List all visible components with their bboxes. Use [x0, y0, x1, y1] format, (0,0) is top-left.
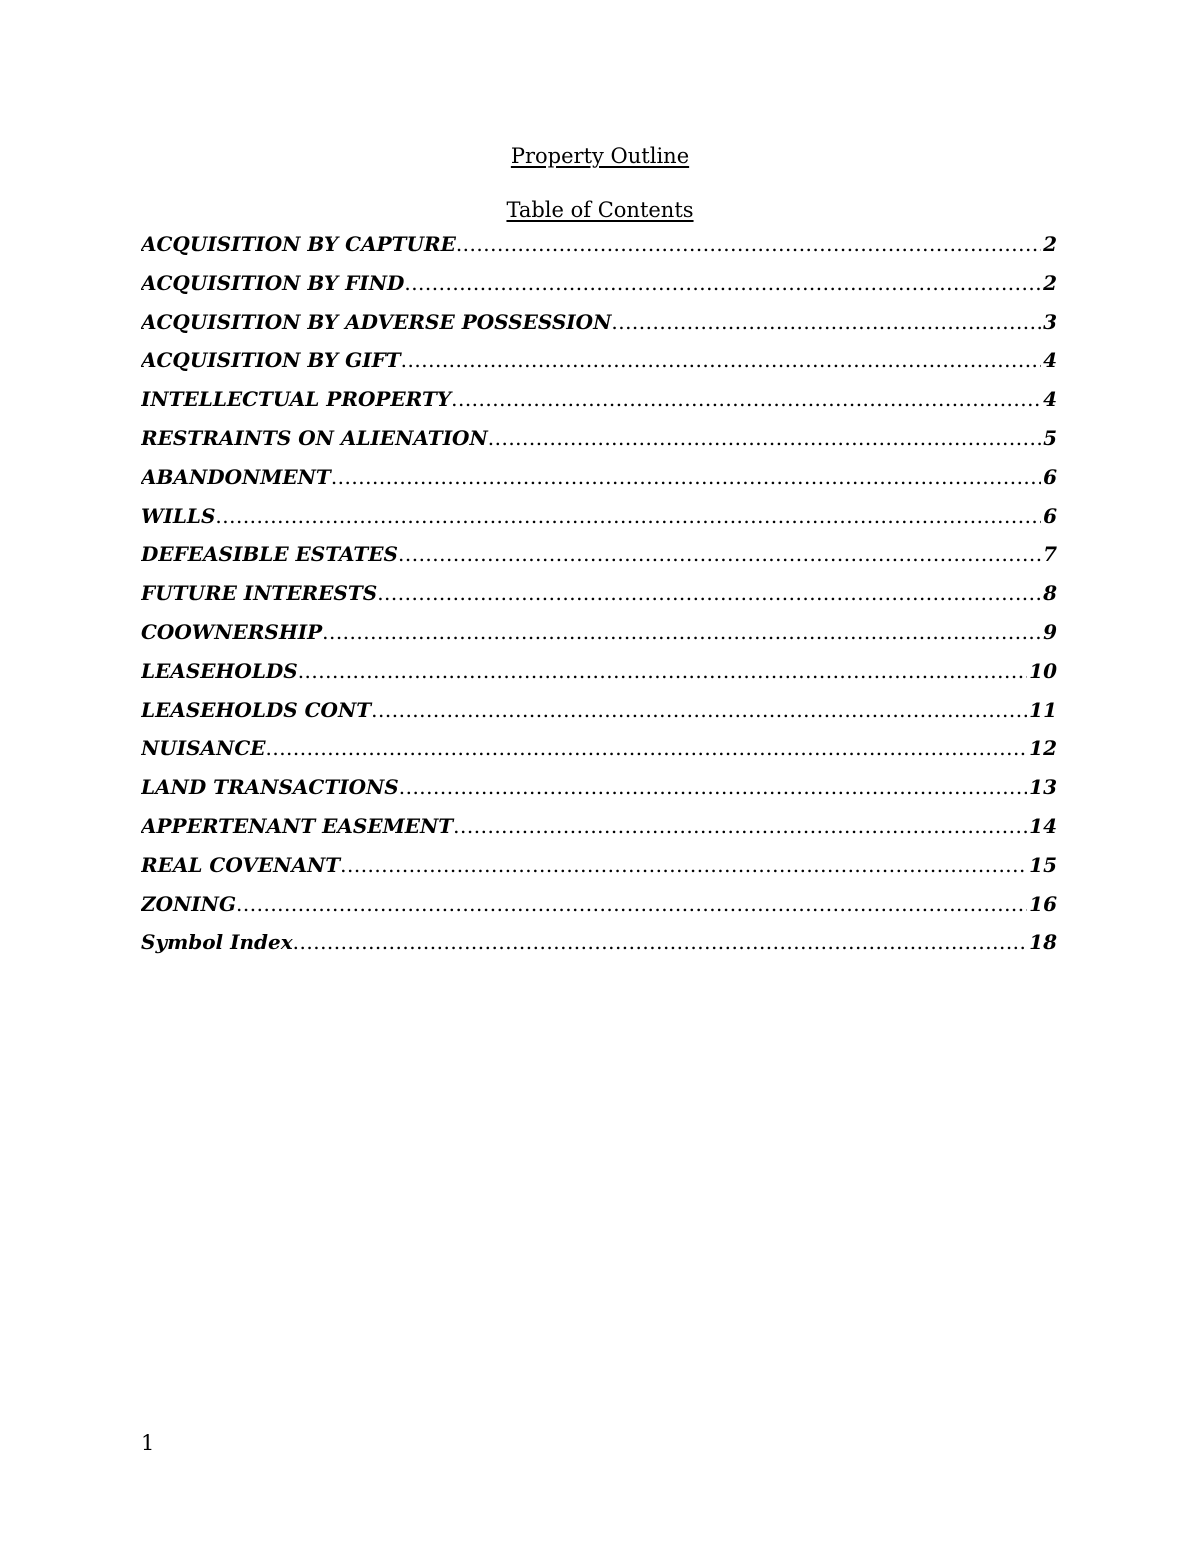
dot-leader	[401, 348, 1041, 372]
toc-entry-label: LEASEHOLDS CONT	[141, 697, 372, 722]
document-title: Property Outline	[510, 144, 690, 168]
dot-leader	[340, 853, 1027, 877]
dot-leader	[453, 814, 1027, 838]
toc-entry-label: Symbol Index	[141, 930, 293, 955]
dot-leader	[399, 775, 1027, 799]
toc-entry-label: APPERTENANT EASEMENT	[141, 813, 454, 838]
toc-entry-label: RESTRAINTS ON ALIENATION	[141, 425, 488, 450]
toc-entry-page: 14	[1029, 813, 1057, 838]
toc-entry[interactable]	[141, 892, 1057, 931]
page-number: 1	[141, 1431, 155, 1455]
dot-leader	[488, 426, 1041, 450]
dot-leader	[236, 892, 1027, 916]
toc-entry-label: FUTURE INTERESTS	[141, 581, 378, 606]
toc-entry-page: 11	[1029, 697, 1057, 722]
dot-leader	[451, 387, 1041, 411]
toc-entry-page: 5	[1043, 425, 1057, 450]
toc-entry-page: 13	[1029, 775, 1057, 800]
toc-entry[interactable]	[141, 232, 1057, 271]
toc-entry-label: LAND TRANSACTIONS	[141, 775, 399, 800]
toc-entry[interactable]	[141, 271, 1057, 310]
toc-entry[interactable]	[141, 426, 1057, 465]
toc-entry-page: 7	[1043, 542, 1057, 567]
dot-leader	[298, 659, 1027, 683]
dot-leader	[398, 542, 1041, 566]
dot-leader	[404, 271, 1041, 295]
toc-entry-label: ACQUISITION BY GIFT	[141, 348, 401, 373]
dot-leader	[611, 310, 1041, 334]
dot-leader	[322, 620, 1041, 644]
toc-entry[interactable]	[141, 348, 1057, 387]
toc-entry[interactable]	[141, 504, 1057, 543]
toc-entry-page: 9	[1043, 619, 1057, 644]
dot-leader	[331, 465, 1041, 489]
dot-leader	[215, 504, 1041, 528]
toc-entry-page: 8	[1043, 581, 1057, 606]
toc-entry-label: LEASEHOLDS	[141, 658, 298, 683]
toc-entry-label: ACQUISITION BY FIND	[141, 270, 405, 295]
toc-entry-label: COOWNERSHIP	[141, 619, 323, 644]
toc-entry[interactable]	[141, 930, 1057, 969]
dot-leader	[265, 736, 1027, 760]
toc-entry-page: 12	[1029, 736, 1057, 761]
toc-entry[interactable]	[141, 581, 1057, 620]
toc-entry[interactable]	[141, 659, 1057, 698]
dot-leader	[456, 232, 1041, 256]
toc-heading: Table of Contents	[506, 198, 694, 222]
toc-entry-page: 10	[1029, 658, 1057, 683]
toc-entry[interactable]	[141, 542, 1057, 581]
toc-entry[interactable]	[141, 698, 1057, 737]
toc-entry-page: 16	[1029, 891, 1057, 916]
toc-entry-label: ACQUISITION BY CAPTURE	[141, 232, 456, 256]
toc-entry-page: 2	[1043, 232, 1057, 256]
toc-entry-page: 15	[1029, 852, 1057, 877]
dot-leader	[377, 581, 1041, 605]
dot-leader	[293, 930, 1028, 954]
toc-entry[interactable]	[141, 853, 1057, 892]
toc-entry[interactable]	[141, 736, 1057, 775]
toc-entry[interactable]	[141, 620, 1057, 659]
toc-entry-page: 2	[1043, 270, 1057, 295]
toc-entry-page: 18	[1029, 930, 1057, 955]
toc-entry[interactable]	[141, 310, 1057, 349]
toc-entry-label: INTELLECTUAL PROPERTY	[141, 387, 452, 412]
toc-entry-label: NUISANCE	[141, 736, 266, 761]
toc-entry-label: WILLS	[141, 503, 216, 528]
toc-entry[interactable]	[141, 465, 1057, 504]
toc-entry[interactable]	[141, 387, 1057, 426]
toc-entry-page: 6	[1043, 503, 1057, 528]
toc-entry-label: ZONING	[141, 891, 237, 916]
dot-leader	[371, 698, 1027, 722]
toc-entry-label: ABANDONMENT	[141, 464, 331, 489]
table-of-contents	[141, 232, 1057, 969]
toc-entry-label: DEFEASIBLE ESTATES	[141, 542, 398, 567]
toc-entry-label: ACQUISITION BY ADVERSE POSSESSION	[141, 309, 612, 334]
toc-entry[interactable]	[141, 775, 1057, 814]
toc-entry-page: 4	[1043, 348, 1057, 373]
toc-entry-page: 3	[1043, 309, 1057, 334]
toc-entry-label: REAL COVENANT	[141, 852, 341, 877]
toc-entry-page: 6	[1043, 464, 1057, 489]
toc-entry-page: 4	[1043, 387, 1057, 412]
toc-entry[interactable]	[141, 814, 1057, 853]
